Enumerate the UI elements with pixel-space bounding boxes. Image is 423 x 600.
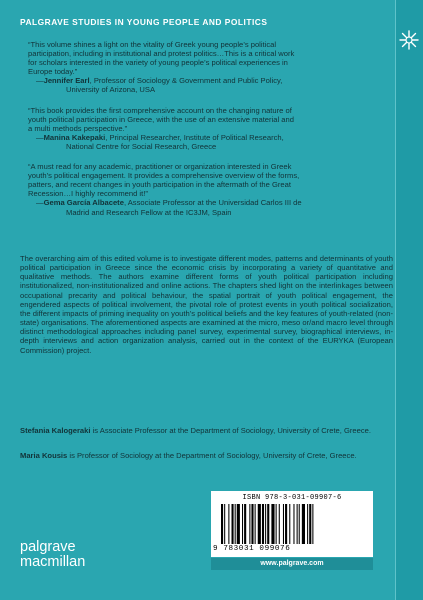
barcode-bar (271, 504, 274, 544)
quote-line: a multi methods perspective.” (28, 123, 128, 133)
barcode-bar (232, 504, 234, 544)
publisher-logo (20, 540, 85, 570)
series-logo-icon (397, 28, 421, 52)
barcode-bars (221, 504, 369, 544)
editor-name: Stefania Kalogeraki (20, 426, 91, 435)
quote-line: patters, and recent changes in youth participation in the aftermath of the Great (28, 180, 291, 190)
barcode-bar (279, 504, 280, 544)
barcode-bar (293, 504, 294, 544)
editor-name: Maria Kousis (20, 451, 68, 460)
endorsement-quote (28, 106, 386, 151)
barcode-bar (251, 504, 253, 544)
editor-bio (20, 426, 393, 435)
barcode-bar (307, 504, 308, 544)
endorsement-quote (28, 40, 386, 95)
barcode-bar (289, 504, 290, 544)
barcode-bar (242, 504, 243, 544)
barcode-bar (228, 504, 229, 544)
quote-attribution: —Gema García Albacete, Associate Professor at the Universidad Carlos III de (36, 198, 302, 208)
endorser-affiliation-continued: University of Arizona, USA (66, 85, 156, 95)
endorsements (28, 40, 386, 228)
quote-line: youth political participation in Greece, with the use of an extensive material and (28, 114, 294, 124)
publisher-name-line2: macmillan (20, 554, 86, 570)
barcode-bar (237, 504, 240, 544)
endorser-affiliation: , Associate Professor at the Universidad Carlos III de (123, 198, 302, 208)
book-description: The overarching aim of this edited volume is to investigate different modes, patterns and determinants of youth political participation in Greece since the economic crisis by incorporating a variety of quantitative and qualitative methods. The authors examine different forms of youth political participation including institutionalized, non-institutionalized and online actions. The chapters shed light on the interlinkages between occupational precarity and political behaviour, the spatial portrait of youth political engagement, the engendered aspects of political involvement, the pivotal role of protest events in youth political socialization, the different impacts of priming inequality on youth’s political beliefs and the key features of youth-related (non-state) organisations. The aforementioned aspects are examined at the micro, meso or/and macro level through distinct methodological approaches including panel survey, experimental survey, biographical interviews, in-depth interviews and action organization analysis, carried out in the context of the EURYKA (European Commission) project. (20, 254, 393, 355)
barcode-bar (267, 504, 269, 544)
quote-line: for scholars interested in the variety of young people’s political experiences in (28, 58, 288, 68)
endorser-name: Gema García Albacete (43, 198, 124, 208)
endorser-affiliation-continued: Madrid and Research Fellow at the IC3JM, Spain (66, 207, 232, 217)
barcode-bar (249, 504, 250, 544)
barcode-bar (276, 504, 277, 544)
barcode-bar (221, 504, 223, 544)
publisher-website: www.palgrave.com (211, 558, 373, 570)
quote-line: “This book provides the first comprehensive account on the changing nature of (28, 105, 292, 115)
barcode-bar (265, 504, 266, 544)
quote-line: Europe today.” (28, 67, 78, 77)
quote-line: Recession…I highly recommend it!” (28, 189, 148, 199)
barcode-bar (285, 504, 287, 544)
endorser-name: Manina Kakepaki (43, 132, 106, 142)
barcode-bar (224, 504, 225, 544)
series-title: PALGRAVE STUDIES IN YOUNG PEOPLE AND POLITICS (20, 17, 268, 27)
barcode-bar (244, 504, 246, 544)
barcode-bar (299, 504, 300, 544)
editor-bio (20, 451, 393, 460)
barcode-bar (283, 504, 284, 544)
editor-bio-text: is Professor of Sociology at the Department of Sociology, University of Crete, Greece. (67, 451, 357, 460)
publisher-name-line1: palgrave (20, 539, 76, 555)
quote-attribution: —Jennifer Earl, Professor of Sociology & Government and Public Policy, (36, 76, 283, 86)
quote-line: “This volume shines a light on the vitality of Greek young people’s political (28, 40, 277, 49)
barcode-bar (309, 504, 311, 544)
barcode-bar (302, 504, 305, 544)
barcode-digits: 9 783031 099076 (213, 545, 291, 553)
barcode-bar (235, 504, 236, 544)
barcode-bar (312, 504, 313, 544)
quote-line: “A must read for any academic, practitioner or organization interested in Greek (28, 162, 292, 172)
barcode-bar (297, 504, 298, 544)
endorser-affiliation: , Professor of Sociology & Government and Public Policy, (89, 76, 283, 86)
isbn-label: ISBN 978-3-031-09907-6 (242, 494, 342, 502)
endorser-affiliation-continued: National Centre for Social Research, Greece (66, 141, 217, 151)
book-spine (395, 0, 423, 600)
quote-attribution: —Manina Kakepaki, Principal Researcher, Institute of Political Research, (36, 132, 284, 142)
barcode-bar (255, 504, 256, 544)
editor-bio-text: is Associate Professor at the Department of Sociology, University of Crete, Greece. (90, 426, 372, 435)
barcode-bar (262, 504, 264, 544)
quote-line: youth’s political engagement. It provides a comprehensive overview of the forms, (28, 171, 300, 181)
endorser-name: Jennifer Earl (43, 76, 90, 86)
endorser-affiliation: , Principal Researcher, Institute of Political Research, (105, 132, 284, 142)
quote-line: participation, including in institutional and protest politics…This is a critical work (28, 49, 295, 59)
endorsement-quote (28, 162, 386, 217)
barcode-bar (258, 504, 261, 544)
isbn-barcode (211, 491, 373, 557)
